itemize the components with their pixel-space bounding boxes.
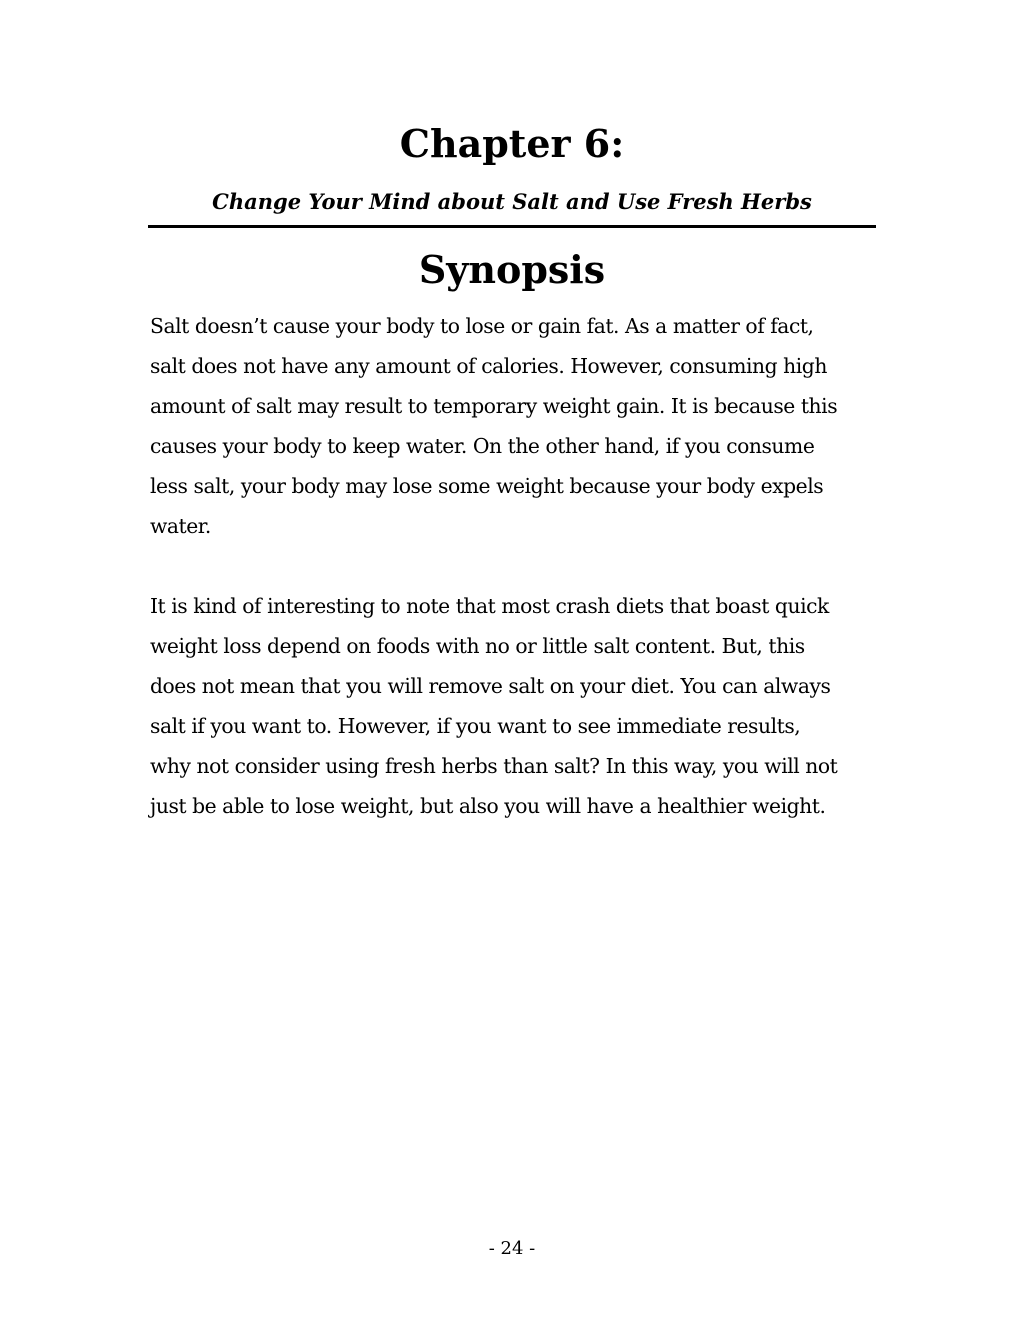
paragraph-line: amount of salt may result to temporary weight gain. It is because this <box>150 394 838 418</box>
section-title: Synopsis <box>418 247 606 292</box>
paragraph-line: water. <box>150 514 211 538</box>
paragraph-line: Salt doesn’t cause your body to lose or gain fat. As a matter of fact, <box>150 314 814 338</box>
paragraph-line: does not mean that you will remove salt on your diet. You can always <box>150 674 831 698</box>
paragraph-line: salt does not have any amount of calories. However, consuming high <box>150 354 827 378</box>
page-number: - 24 - <box>488 1238 536 1259</box>
paragraph-line: why not consider using fresh herbs than salt? In this way, you will not <box>150 754 838 778</box>
paragraph-2 <box>150 586 874 826</box>
chapter-subtitle: Change Your Mind about Salt and Use Fresh Herbs <box>212 189 812 214</box>
paragraph-line: It is kind of interesting to note that most crash diets that boast quick <box>150 594 829 618</box>
title-divider <box>148 225 876 228</box>
paragraph-line: weight loss depend on foods with no or little salt content. But, this <box>150 634 805 658</box>
paragraph-line: just be able to lose weight, but also you will have a healthier weight. <box>150 794 826 818</box>
chapter-title: Chapter 6: <box>399 121 625 166</box>
paragraph-line: causes your body to keep water. On the other hand, if you consume <box>150 434 815 458</box>
paragraph-line: salt if you want to. However, if you want to see immediate results, <box>150 714 801 738</box>
paragraph-1 <box>150 306 874 546</box>
paragraph-line: less salt, your body may lose some weight because your body expels <box>150 474 824 498</box>
